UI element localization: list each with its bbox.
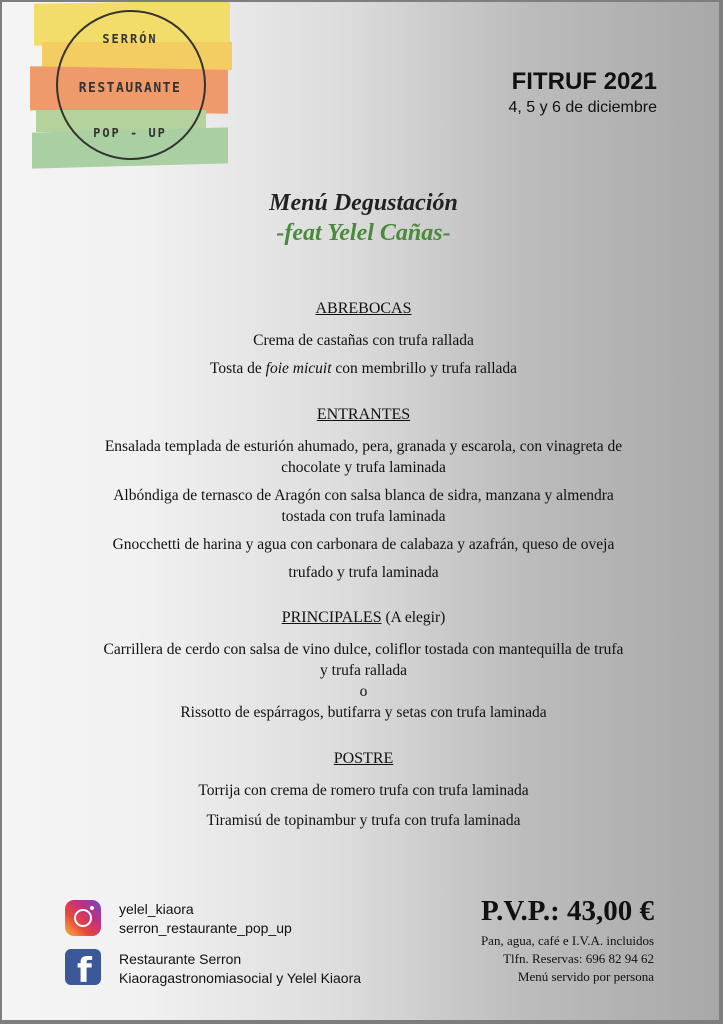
instagram-icon-ring	[74, 909, 92, 927]
menu-item: Albóndiga de ternasco de Aragón con salsa blanca de sidra, manzana y almendra	[113, 487, 614, 504]
price: P.V.P.: 43,00 €	[481, 895, 654, 927]
menu-page	[2, 2, 719, 1020]
menu-item: Carrillera de cerdo con salsa de vino dulce, coliflor tostada con mantequilla de trufa	[103, 641, 624, 658]
instagram-icon	[65, 900, 101, 936]
menu-item: Gnocchetti de harina y agua con carbonara de calabaza y azafrán, queso de oveja	[112, 536, 615, 553]
logo-text-restaurante: RESTAURANTE	[78, 81, 182, 96]
menu-item: Tiramisú de topinambur y trufa con trufa laminada	[206, 812, 521, 829]
section-heading-postre: POSTRE	[333, 750, 394, 767]
facebook-page: Restaurante Serron	[119, 951, 242, 967]
instagram-handle: serron_restaurante_pop_up	[119, 920, 292, 936]
menu-item: chocolate y trufa laminada	[281, 459, 446, 476]
section-heading-note: (A elegir)	[381, 609, 446, 626]
menu-item: tostada con trufa laminada	[281, 508, 446, 525]
section-heading-abrebocas: ABREBOCAS	[315, 300, 412, 317]
logo-text-popup: POP - UP	[93, 126, 167, 140]
menu-item: trufado y trufa laminada	[288, 564, 439, 581]
menu-item: Torrija con crema de romero trufa con trufa laminada	[198, 782, 529, 799]
facebook-icon: f	[65, 949, 101, 985]
menu-item	[2, 360, 719, 378]
per-person-note: Menú servido por persona	[517, 969, 654, 984]
facebook-page: Kiaoragastronomiasocial y Yelel Kiaora	[119, 970, 362, 986]
menu-item: y trufa rallada	[320, 662, 407, 679]
restaurant-logo	[30, 2, 220, 177]
event-dates: 4, 5 y 6 de diciembre	[508, 99, 657, 116]
menu-title: Menú Degustación	[269, 190, 458, 216]
reservation-phone: Tlfn. Reservas: 696 82 94 62	[503, 951, 654, 966]
section-heading-entrantes: ENTRANTES	[316, 406, 411, 423]
menu-item-separator: o	[359, 683, 368, 700]
menu-item: Rissotto de espárragos, butifarra y setas con trufa laminada	[180, 704, 547, 721]
price-included-note: Pan, agua, café e I.V.A. incluidos	[480, 933, 654, 948]
event-title: FITRUF 2021	[511, 68, 657, 95]
section-heading-text: PRINCIPALES	[281, 609, 382, 626]
menu-subtitle: -feat Yelel Cañas-	[276, 220, 451, 246]
facebook-pages	[119, 950, 361, 988]
menu-item-italic: foie micuit	[265, 360, 332, 377]
menu-item: Crema de castañas con trufa rallada	[253, 332, 474, 349]
menu-item: Ensalada templada de esturión ahumado, pera, granada y escarola, con vinagreta de	[104, 438, 623, 455]
menu-item-text: Tosta de	[209, 360, 266, 377]
logo-text-serron: SERRÓN	[102, 32, 158, 46]
instagram-icon-dot	[90, 906, 94, 910]
instagram-handle: yelel_kiaora	[119, 901, 194, 917]
menu-item-text: con membrillo y trufa rallada	[331, 360, 518, 377]
section-heading-principales	[2, 609, 719, 627]
instagram-handles	[119, 900, 292, 938]
